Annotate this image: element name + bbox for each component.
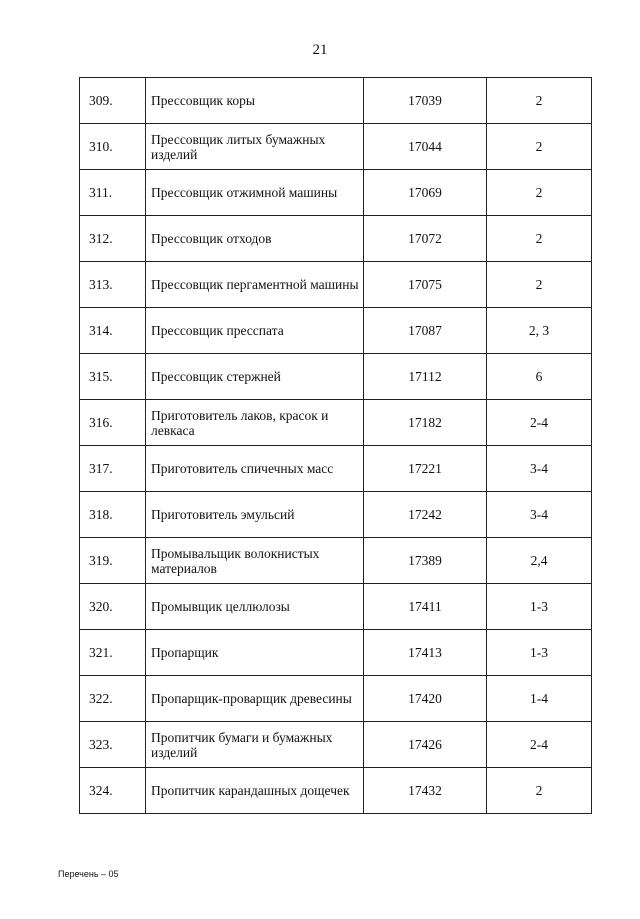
table-row — [80, 262, 592, 308]
category-range: 3-4 — [487, 492, 592, 538]
profession-name: Прессовщик литых бумажных изделий — [146, 124, 364, 170]
row-number: 324. — [80, 768, 146, 814]
row-number: 315. — [80, 354, 146, 400]
profession-code: 17242 — [364, 492, 487, 538]
category-range: 1-3 — [487, 584, 592, 630]
category-range: 1-3 — [487, 630, 592, 676]
profession-name: Промывальщик волокнистых материалов — [146, 538, 364, 584]
profession-name: Прессовщик коры — [146, 78, 364, 124]
table-row — [80, 124, 592, 170]
profession-code: 17411 — [364, 584, 487, 630]
category-range: 3-4 — [487, 446, 592, 492]
professions-table — [79, 77, 592, 814]
category-range: 1-4 — [487, 676, 592, 722]
table-body — [80, 78, 592, 814]
profession-name: Пропитчик карандашных дощечек — [146, 768, 364, 814]
profession-name: Промывщик целлюлозы — [146, 584, 364, 630]
category-range: 2 — [487, 768, 592, 814]
profession-name: Приготовитель лаков, красок и левкаса — [146, 400, 364, 446]
row-number: 310. — [80, 124, 146, 170]
table-row — [80, 170, 592, 216]
table-row — [80, 676, 592, 722]
profession-name: Прессовщик отжимной машины — [146, 170, 364, 216]
profession-code: 17044 — [364, 124, 487, 170]
row-number: 309. — [80, 78, 146, 124]
category-range: 2-4 — [487, 722, 592, 768]
row-number: 316. — [80, 400, 146, 446]
profession-name: Пропарщик — [146, 630, 364, 676]
table-row — [80, 768, 592, 814]
profession-code: 17069 — [364, 170, 487, 216]
table-row — [80, 630, 592, 676]
profession-code: 17075 — [364, 262, 487, 308]
table-row — [80, 78, 592, 124]
profession-code: 17413 — [364, 630, 487, 676]
profession-code: 17432 — [364, 768, 487, 814]
table-row — [80, 216, 592, 262]
category-range: 2-4 — [487, 400, 592, 446]
category-range: 2 — [487, 170, 592, 216]
profession-name: Прессовщик пергаментной машины — [146, 262, 364, 308]
table-row — [80, 446, 592, 492]
row-number: 323. — [80, 722, 146, 768]
table-row — [80, 308, 592, 354]
row-number: 313. — [80, 262, 146, 308]
profession-code: 17072 — [364, 216, 487, 262]
row-number: 314. — [80, 308, 146, 354]
profession-code: 17112 — [364, 354, 487, 400]
row-number: 322. — [80, 676, 146, 722]
category-range: 2, 3 — [487, 308, 592, 354]
profession-name: Пропитчик бумаги и бумажных изделий — [146, 722, 364, 768]
row-number: 319. — [80, 538, 146, 584]
profession-name: Прессовщик стержней — [146, 354, 364, 400]
table-row — [80, 538, 592, 584]
profession-code: 17221 — [364, 446, 487, 492]
row-number: 318. — [80, 492, 146, 538]
category-range: 6 — [487, 354, 592, 400]
profession-name: Пропарщик-проварщик древесины — [146, 676, 364, 722]
profession-name: Прессовщик пресспата — [146, 308, 364, 354]
profession-code: 17039 — [364, 78, 487, 124]
table-row — [80, 722, 592, 768]
row-number: 320. — [80, 584, 146, 630]
category-range: 2 — [487, 216, 592, 262]
row-number: 312. — [80, 216, 146, 262]
profession-code: 17182 — [364, 400, 487, 446]
profession-code: 17389 — [364, 538, 487, 584]
table-row — [80, 492, 592, 538]
row-number: 317. — [80, 446, 146, 492]
profession-code: 17420 — [364, 676, 487, 722]
table-row — [80, 400, 592, 446]
footer-note: Перечень – 05 — [58, 869, 119, 879]
profession-code: 17426 — [364, 722, 487, 768]
table-row — [80, 354, 592, 400]
category-range: 2 — [487, 78, 592, 124]
category-range: 2,4 — [487, 538, 592, 584]
category-range: 2 — [487, 124, 592, 170]
table-row — [80, 584, 592, 630]
row-number: 311. — [80, 170, 146, 216]
page-number: 21 — [312, 42, 328, 58]
profession-name: Прессовщик отходов — [146, 216, 364, 262]
profession-code: 17087 — [364, 308, 487, 354]
profession-name: Приготовитель эмульсий — [146, 492, 364, 538]
category-range: 2 — [487, 262, 592, 308]
profession-name: Приготовитель спичечных масс — [146, 446, 364, 492]
row-number: 321. — [80, 630, 146, 676]
